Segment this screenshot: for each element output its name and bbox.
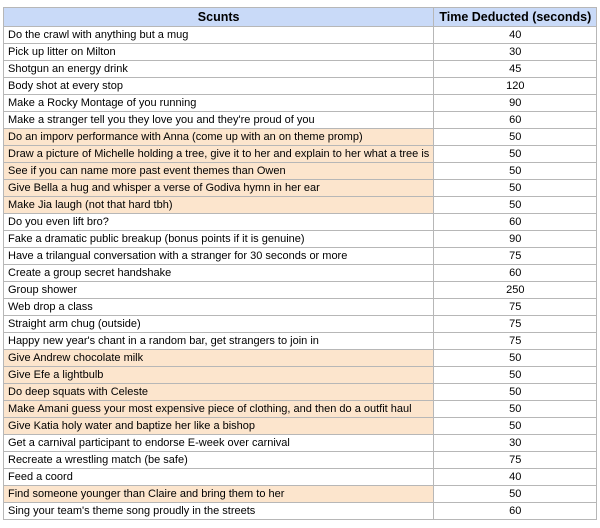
table-row (4, 503, 597, 520)
time-cell[interactable]: 50 (434, 129, 597, 146)
table-row (4, 316, 597, 333)
time-cell[interactable]: 120 (434, 78, 597, 95)
table-row (4, 231, 597, 248)
table-row (4, 78, 597, 95)
time-cell[interactable]: 45 (434, 61, 597, 78)
header-scunts[interactable]: Scunts (4, 8, 434, 27)
time-cell[interactable]: 90 (434, 231, 597, 248)
table-row (4, 129, 597, 146)
scunt-cell[interactable]: Make Amani guess your most expensive piece of clothing, and then do a outfit haul (4, 401, 434, 418)
scunt-cell[interactable]: Feed a coord (4, 469, 434, 486)
scunt-cell[interactable]: Group shower (4, 282, 434, 299)
table-row (4, 282, 597, 299)
table-row (4, 27, 597, 44)
time-cell[interactable]: 75 (434, 316, 597, 333)
time-cell[interactable]: 50 (434, 350, 597, 367)
time-cell[interactable]: 90 (434, 95, 597, 112)
time-cell[interactable]: 50 (434, 163, 597, 180)
time-cell[interactable]: 60 (434, 112, 597, 129)
table-row (4, 469, 597, 486)
scunt-cell[interactable]: Create a group secret handshake (4, 265, 434, 282)
scunt-cell[interactable]: Get a carnival participant to endorse E-week over carnival (4, 435, 434, 452)
time-cell[interactable]: 75 (434, 452, 597, 469)
table-row (4, 180, 597, 197)
table-row (4, 265, 597, 282)
time-cell[interactable]: 30 (434, 435, 597, 452)
table-row (4, 163, 597, 180)
table-row (4, 214, 597, 231)
scunt-cell[interactable]: Give Andrew chocolate milk (4, 350, 434, 367)
time-cell[interactable]: 75 (434, 299, 597, 316)
table-row (4, 61, 597, 78)
table-row (4, 248, 597, 265)
time-cell[interactable]: 50 (434, 146, 597, 163)
scunt-cell[interactable]: Make Jia laugh (not that hard tbh) (4, 197, 434, 214)
time-cell[interactable]: 40 (434, 27, 597, 44)
time-cell[interactable]: 30 (434, 44, 597, 61)
table-row (4, 418, 597, 435)
time-cell[interactable]: 50 (434, 486, 597, 503)
time-cell[interactable]: 50 (434, 367, 597, 384)
scunts-table (3, 7, 597, 520)
scunt-cell[interactable]: Draw a picture of Michelle holding a tree, give it to her and explain to her what a tree is (4, 146, 434, 163)
scunt-cell[interactable]: Do deep squats with Celeste (4, 384, 434, 401)
scunt-cell[interactable]: Make a Rocky Montage of you running (4, 95, 434, 112)
table-row (4, 197, 597, 214)
scunt-cell[interactable]: Happy new year's chant in a random bar, get strangers to join in (4, 333, 434, 350)
scunt-cell[interactable]: Sing your team's theme song proudly in the streets (4, 503, 434, 520)
time-cell[interactable]: 50 (434, 401, 597, 418)
scunt-cell[interactable]: Recreate a wrestling match (be safe) (4, 452, 434, 469)
time-cell[interactable]: 75 (434, 333, 597, 350)
table-row (4, 452, 597, 469)
time-cell[interactable]: 50 (434, 418, 597, 435)
scunt-cell[interactable]: Web drop a class (4, 299, 434, 316)
header-time-deducted[interactable]: Time Deducted (seconds) (434, 8, 597, 27)
header-row (4, 8, 597, 27)
scunt-cell[interactable]: See if you can name more past event themes than Owen (4, 163, 434, 180)
table-row (4, 367, 597, 384)
scunt-cell[interactable]: Body shot at every stop (4, 78, 434, 95)
scunt-cell[interactable]: Give Katia holy water and baptize her like a bishop (4, 418, 434, 435)
time-cell[interactable]: 40 (434, 469, 597, 486)
table-row (4, 146, 597, 163)
scunt-cell[interactable]: Pick up litter on Milton (4, 44, 434, 61)
time-cell[interactable]: 50 (434, 180, 597, 197)
table-row (4, 95, 597, 112)
table-row (4, 350, 597, 367)
scunt-cell[interactable]: Straight arm chug (outside) (4, 316, 434, 333)
scunt-cell[interactable]: Make a stranger tell you they love you and they're proud of you (4, 112, 434, 129)
scunt-cell[interactable]: Find someone younger than Claire and bring them to her (4, 486, 434, 503)
table-row (4, 112, 597, 129)
scunt-cell[interactable]: Give Bella a hug and whisper a verse of Godiva hymn in her ear (4, 180, 434, 197)
table-row (4, 486, 597, 503)
scunt-cell[interactable]: Shotgun an energy drink (4, 61, 434, 78)
scunt-cell[interactable]: Give Efe a lightbulb (4, 367, 434, 384)
table-row (4, 333, 597, 350)
table-row (4, 401, 597, 418)
time-cell[interactable]: 75 (434, 248, 597, 265)
table-row (4, 435, 597, 452)
time-cell[interactable]: 250 (434, 282, 597, 299)
table-row (4, 299, 597, 316)
time-cell[interactable]: 60 (434, 265, 597, 282)
time-cell[interactable]: 60 (434, 214, 597, 231)
scunt-cell[interactable]: Do an imporv performance with Anna (come up with an on theme promp) (4, 129, 434, 146)
table-row (4, 384, 597, 401)
scunt-cell[interactable]: Do the crawl with anything but a mug (4, 27, 434, 44)
time-cell[interactable]: 50 (434, 384, 597, 401)
table-row (4, 44, 597, 61)
time-cell[interactable]: 50 (434, 197, 597, 214)
scunt-cell[interactable]: Do you even lift bro? (4, 214, 434, 231)
time-cell[interactable]: 60 (434, 503, 597, 520)
scunt-cell[interactable]: Have a trilangual conversation with a stranger for 30 seconds or more (4, 248, 434, 265)
scunt-cell[interactable]: Fake a dramatic public breakup (bonus points if it is genuine) (4, 231, 434, 248)
